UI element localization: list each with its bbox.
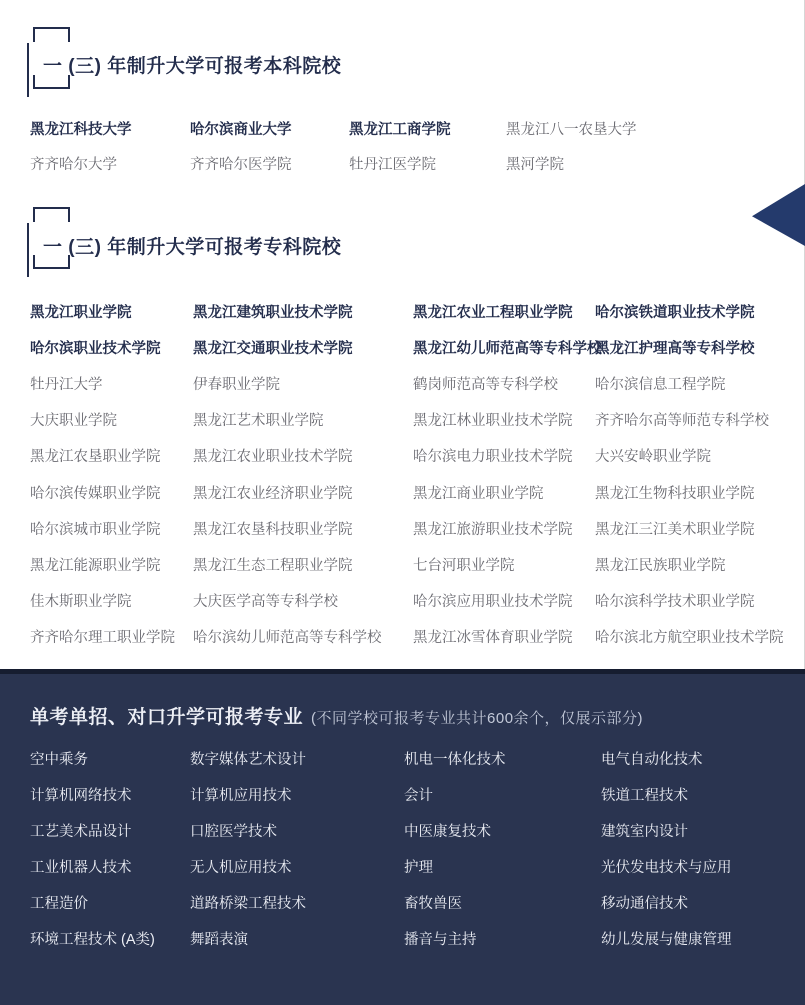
zhuanke-college-grid: [30, 293, 784, 655]
college-name: 黑龙江商业职业学院: [413, 485, 544, 502]
college-name: 牡丹江大学: [30, 376, 103, 393]
college-name: 黑龙江能源职业学院: [30, 557, 161, 574]
college-name: 黑龙江交通职业技术学院: [193, 340, 353, 357]
college-name: 哈尔滨信息工程学院: [595, 376, 726, 393]
left-arrow-decoration: [752, 184, 805, 246]
benke-college-grid: [30, 111, 775, 181]
college-name: 哈尔滨城市职业学院: [30, 521, 161, 538]
major-name: 环境工程技术 (A类): [30, 931, 155, 948]
college-name: 黑河学院: [506, 157, 564, 173]
college-name: 哈尔滨应用职业技术学院: [413, 594, 573, 611]
college-name: 黑龙江林业职业技术学院: [413, 413, 573, 430]
major-name: 道路桥梁工程技术: [190, 895, 306, 912]
section-zhuanke-title: 一 (三) 年制升大学可报考专科院校: [43, 237, 342, 258]
college-name: 黑龙江农业工程职业学院: [413, 304, 573, 321]
major-name: 建筑室内设计: [601, 823, 688, 840]
college-name: 黑龙江建筑职业技术学院: [193, 304, 353, 321]
college-name: 齐齐哈尔医学院: [190, 157, 292, 173]
major-name: 移动通信技术: [601, 895, 688, 912]
college-name: 黑龙江三江美术职业学院: [595, 521, 755, 538]
major-name: 舞蹈表演: [190, 931, 248, 948]
major-name: 畜牧兽医: [404, 895, 462, 912]
bracket-top: [33, 207, 70, 222]
accent-line: [27, 223, 29, 277]
major-name: 计算机应用技术: [190, 787, 292, 804]
accent-line: [27, 43, 29, 97]
college-name: 哈尔滨幼儿师范高等专科学校: [193, 630, 382, 647]
major-name: 工程造价: [30, 895, 88, 912]
major-name: 工艺美术品设计: [30, 823, 132, 840]
major-name: 护理: [404, 859, 433, 876]
college-name: 黑龙江农业职业技术学院: [193, 449, 353, 466]
college-name: 哈尔滨科学技术职业学院: [595, 594, 755, 611]
major-name: 机电一体化技术: [404, 751, 506, 768]
majors-panel-header: [30, 702, 643, 729]
section-benke-title: 一 (三) 年制升大学可报考本科院校: [43, 56, 342, 77]
major-name: 中医康复技术: [404, 823, 491, 840]
college-name: 黑龙江八一农垦大学: [506, 122, 637, 138]
college-name: 大庆医学高等专科学校: [193, 594, 338, 611]
major-name: 会计: [404, 787, 433, 804]
majors-grid: [30, 740, 775, 956]
college-name: 大庆职业学院: [30, 413, 117, 430]
college-name: 哈尔滨北方航空职业技术学院: [595, 630, 784, 647]
college-name: 哈尔滨铁道职业技术学院: [595, 304, 755, 321]
college-name: 哈尔滨商业大学: [190, 122, 292, 138]
college-name: 哈尔滨电力职业技术学院: [413, 449, 573, 466]
major-name: 无人机应用技术: [190, 859, 292, 876]
college-name: 七台河职业学院: [413, 557, 515, 574]
college-name: 黑龙江职业学院: [30, 304, 132, 321]
college-name: 黑龙江民族职业学院: [595, 557, 726, 574]
college-name: 黑龙江旅游职业技术学院: [413, 521, 573, 538]
major-name: 光伏发电技术与应用: [601, 859, 732, 876]
college-name: 伊春职业学院: [193, 376, 280, 393]
major-name: 计算机网络技术: [30, 787, 132, 804]
college-name: 哈尔滨传媒职业学院: [30, 485, 161, 502]
major-name: 空中乘务: [30, 751, 88, 768]
majors-title: 单考单招、对口升学可报考专业: [30, 707, 304, 728]
college-name: 黑龙江生态工程职业学院: [193, 557, 353, 574]
college-name: 黑龙江农业经济职业学院: [193, 485, 353, 502]
major-name: 工业机器人技术: [30, 859, 132, 876]
college-name: 鹤岗师范高等专科学校: [413, 376, 558, 393]
college-name: 黑龙江幼儿师范高等专科学校: [413, 340, 602, 357]
college-name: 黑龙江农垦职业学院: [30, 449, 161, 466]
college-name: 牡丹江医学院: [349, 157, 436, 173]
college-name: 齐齐哈尔理工职业学院: [30, 630, 175, 647]
major-name: 幼儿发展与健康管理: [601, 931, 732, 948]
college-name: 齐齐哈尔大学: [30, 157, 117, 173]
college-name: 佳木斯职业学院: [30, 594, 132, 611]
major-name: 电气自动化技术: [601, 751, 703, 768]
college-name: 黑龙江生物科技职业学院: [595, 485, 755, 502]
major-name: 数字媒体艺术设计: [190, 751, 306, 768]
college-name: 大兴安岭职业学院: [595, 449, 711, 466]
college-name: 黑龙江护理高等专科学校: [595, 340, 755, 357]
college-name: 黑龙江农垦科技职业学院: [193, 521, 353, 538]
bracket-top: [33, 27, 70, 42]
college-name: 黑龙江冰雪体育职业学院: [413, 630, 573, 647]
major-name: 播音与主持: [404, 931, 477, 948]
college-name: 齐齐哈尔高等师范专科学校: [595, 413, 769, 430]
college-name: 黑龙江科技大学: [30, 122, 132, 138]
college-name: 黑龙江艺术职业学院: [193, 413, 324, 430]
college-name: 哈尔滨职业技术学院: [30, 340, 161, 357]
majors-subtitle: (不同学校可报考专业共计600余个，仅展示部分): [311, 710, 644, 727]
college-name: 黑龙江工商学院: [349, 122, 451, 138]
major-name: 铁道工程技术: [601, 787, 688, 804]
major-name: 口腔医学技术: [190, 823, 277, 840]
